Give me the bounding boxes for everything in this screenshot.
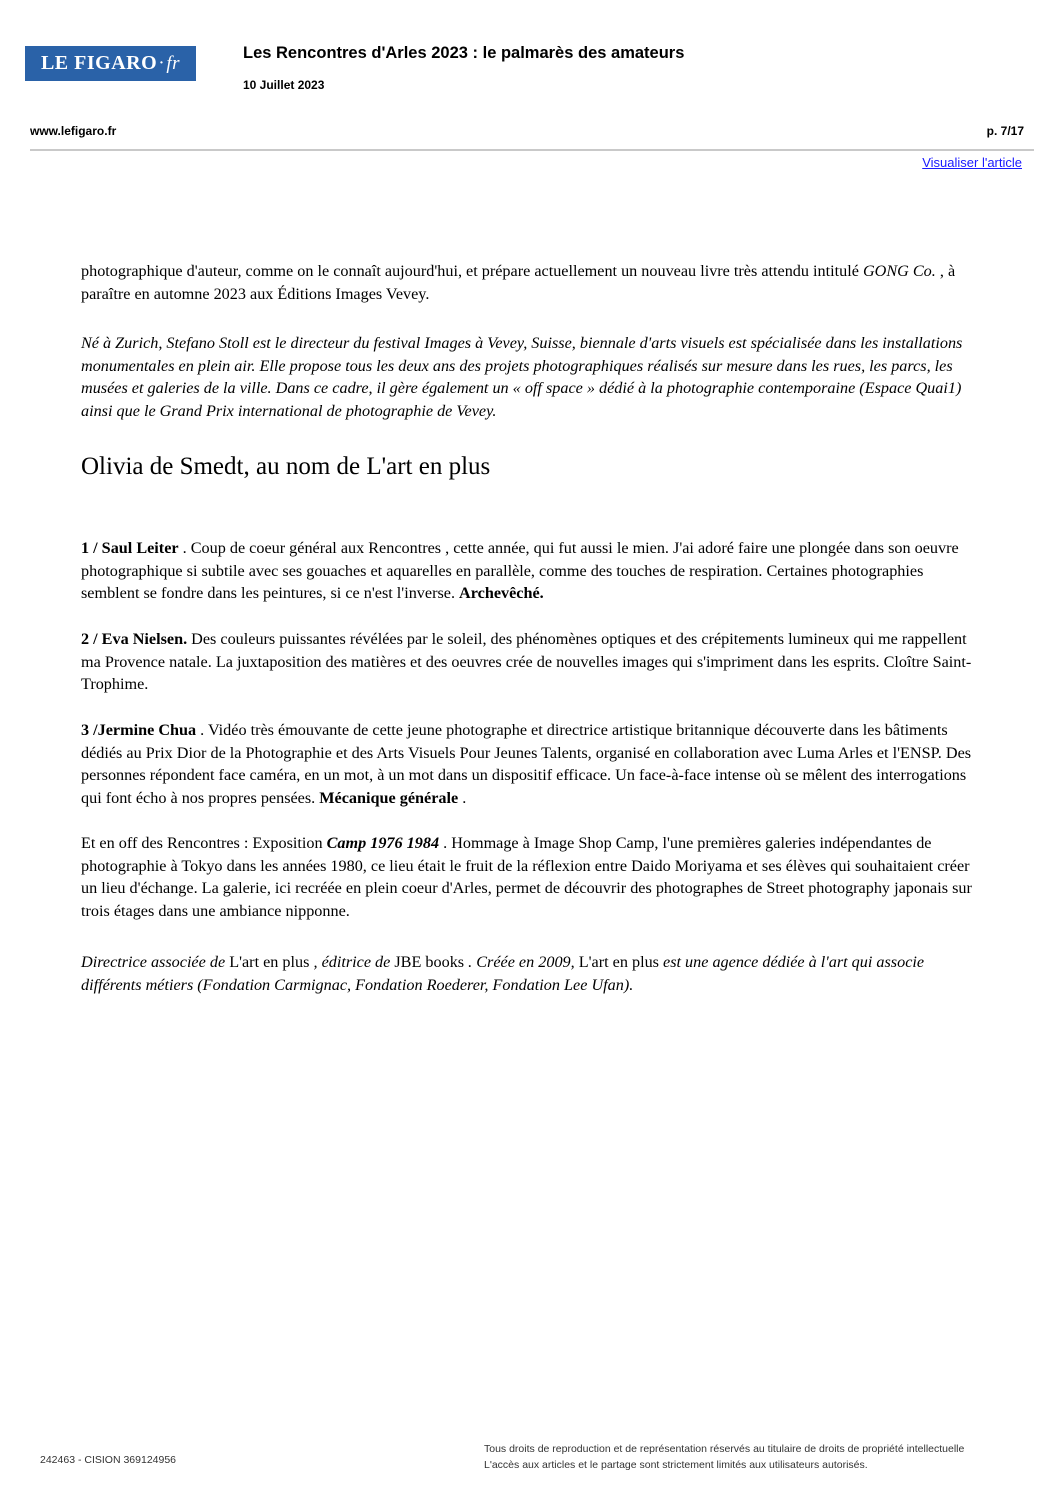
- article-title: Les Rencontres d'Arles 2023 : le palmarès des amateurs: [243, 44, 685, 62]
- le-figaro-logo: [25, 46, 196, 81]
- page-number: p. 7/17: [986, 124, 1024, 138]
- book-title: GONG Co.: [862, 262, 936, 280]
- exhibition-title: Camp 1976 1984: [326, 834, 440, 852]
- bio-org-2: L'art en plus: [578, 953, 659, 971]
- article-date: 10 Juillet 2023: [243, 78, 325, 92]
- header-divider: [30, 149, 1034, 151]
- bio-text-e: . Créée en 2009,: [464, 953, 579, 971]
- source-site: www.lefigaro.fr: [30, 124, 117, 138]
- intro-text-a: photographique d'auteur, comme on le connaît aujourd'hui, et prépare actuellement un nouveau livre très attendu intitulé: [81, 262, 863, 280]
- bio-stoll-text: Né à Zurich, Stefano Stoll est le directeur du festival Images à Vevey, Suisse, biennale d'arts visuels est spécialisée dans les installations monumentales en plein air. Elle propose tous les deux ans des projets photographiques réalisés sur mesure dans les rues, les parcs, les musées et galeries de la ville. Dans ce cadre, il gère également un « off space » dédié à la photographie contemporaine (Espace Quai1) ainsi que le Grand Prix international de photographie de Vevey.: [81, 334, 963, 420]
- footer-rights: [484, 1441, 964, 1473]
- item-1-text: . Coup de coeur général aux Rencontres , cette année, qui fut aussi le mien. J'ai adoré faire une plongée dans son oeuvre photographique si subtile avec ses gouaches et aquarelles en parallèle, comme des touches de respiration. Certaines photographies semblent se fondre dans les peintures, si ce n'est l'inverse.: [81, 539, 959, 602]
- off-paragraph: [81, 832, 981, 922]
- bio-smedt-paragraph: [81, 951, 981, 996]
- item-1-title: 1 / Saul Leiter: [81, 539, 179, 557]
- logo-dot: ·: [159, 55, 165, 71]
- item-2-text: Des couleurs puissantes révélées par le soleil, des phénomènes optiques et des crépitements lumineux qui me rappellent ma Provence natale. La juxtaposition des matières et des oeuvres crée de nouvelles images qui s'impriment dans les esprits. Cloître Saint-Trophime.: [81, 630, 972, 693]
- item-3-text: . Vidéo très émouvante de cette jeune photographe et directrice artistique britannique découverte dans les bâtiments dédiés au Prix Dior de la Photographie et des Arts Visuels Pour Jeunes Talents, organisé en collaboration avec Luma Arles et l'ENSP. Des personnes répondent face caméra, en un mot, à un mot dans un dispositif efficace. Un face-à-face intense où se mêlent des interrogations qui font écho à nos propres pensées.: [81, 721, 972, 807]
- off-text-a: Et en off des Rencontres : Exposition: [81, 834, 327, 852]
- bio-text-a: Directrice associée de: [81, 953, 230, 971]
- logo-suffix: fr: [166, 52, 181, 74]
- bio-text-c: , éditrice de: [309, 953, 395, 971]
- item-1-place: Archevêché.: [459, 584, 544, 602]
- item-3-place: Mécanique générale: [319, 788, 459, 807]
- intro-paragraph: [81, 260, 981, 305]
- item-3-paragraph: [81, 719, 981, 809]
- item-2-title: 2 / Eva Nielsen.: [81, 630, 188, 648]
- item-3-title: 3 /Jermine Chua: [81, 721, 197, 739]
- visualiser-article-link[interactable]: Visualiser l'article: [922, 155, 1022, 170]
- bio-org-1: L'art en plus: [229, 953, 310, 971]
- item-2-paragraph: [81, 628, 981, 696]
- footer-id: 242463 - CISION 369124956: [40, 1454, 177, 1466]
- bio-stoll-paragraph: [81, 332, 981, 422]
- logo-text: LE FIGARO: [40, 52, 158, 74]
- intro-text-c: , à paraître en automne 2023 aux Éditions Images Vevey.: [81, 262, 956, 303]
- off-text-c: . Hommage à Image Shop Camp, l'une premières galeries indépendantes de photographie à Tokyo dans les années 1980, ce lieu était le fruit de la réflexion entre Daido Moriyama et ses élèves qui souhaitaient créer un lieu d'échange. La galerie, ici recréée en plein coeur d'Arles, permet de découvrir des photographes de Street photography japonais sur trois étages dans une ambiance nipponne.: [81, 834, 972, 920]
- footer-rights-line-2: L'accès aux articles et le partage sont strictement limités aux utilisateurs autorisés.: [484, 1459, 868, 1471]
- item-1-paragraph: [81, 537, 981, 605]
- section-heading: Olivia de Smedt, au nom de L'art en plus: [81, 453, 491, 480]
- bio-text-g: est une agence dédiée à l'art qui associe différents métiers (Fondation Carmignac, Fondation Roederer, Fondation Lee Ufan).: [81, 953, 925, 994]
- footer-rights-line-1: Tous droits de reproduction et de représentation réservés au titulaire de droits de propriété intellectuelle: [484, 1443, 965, 1455]
- bio-publisher: JBE books: [394, 953, 465, 971]
- item-3-end: .: [458, 788, 467, 807]
